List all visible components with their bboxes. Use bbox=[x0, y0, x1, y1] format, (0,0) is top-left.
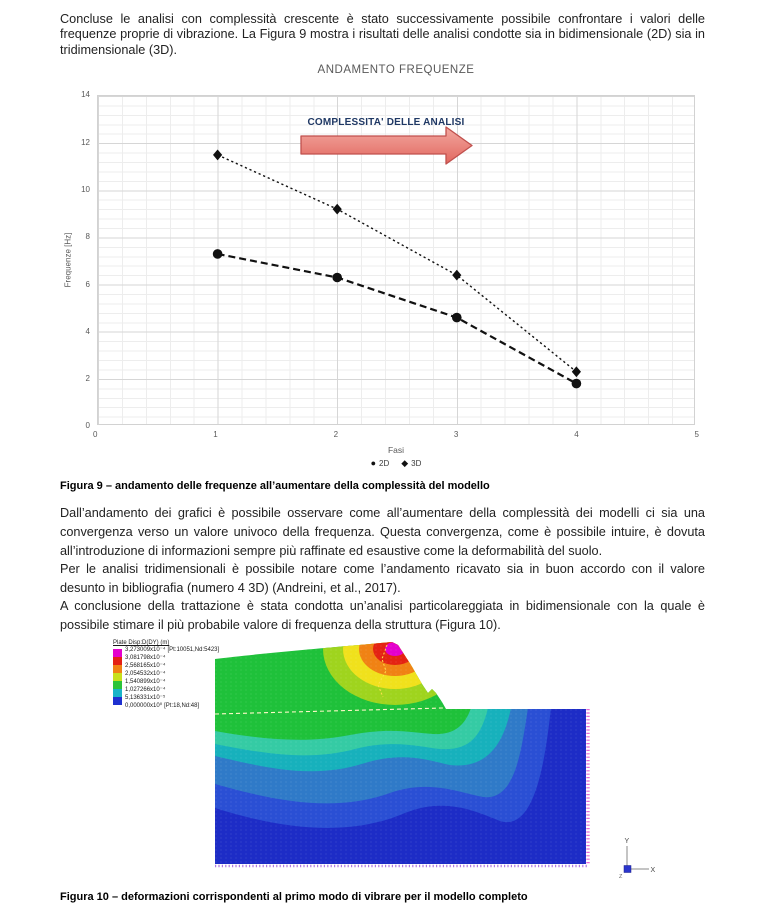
data-point-3D bbox=[452, 270, 461, 281]
chart-canvas bbox=[98, 96, 696, 426]
x-tick: 5 bbox=[694, 430, 699, 440]
fem-legend-note: [Pt:10051,Nd:5423] bbox=[167, 647, 220, 654]
y-tick: 14 bbox=[81, 90, 90, 100]
legend-label-3d: 3D bbox=[411, 459, 422, 469]
data-point-2D bbox=[213, 250, 223, 260]
fem-legend-value: 2,054532x10⁻⁴ bbox=[125, 671, 166, 678]
x-axis-label: Fasi bbox=[387, 445, 405, 456]
fem-legend-row bbox=[125, 679, 219, 687]
colorbar-segment bbox=[113, 665, 122, 673]
fem-legend-value: 2,568165x10⁻⁴ bbox=[125, 663, 166, 670]
series-line-2D bbox=[218, 254, 577, 384]
fem-legend-row bbox=[125, 695, 219, 703]
data-point-2D bbox=[332, 273, 342, 283]
triad-z-label: Z bbox=[619, 874, 623, 881]
figure9-chart bbox=[60, 62, 705, 470]
y-tick: 0 bbox=[85, 421, 90, 431]
data-point-2D bbox=[452, 313, 462, 323]
x-axis-ticks bbox=[93, 430, 699, 439]
figure9-caption: Figura 9 – andamento delle frequenze all’aumentare della complessità del modello bbox=[60, 480, 490, 493]
complexity-arrow bbox=[301, 127, 472, 164]
fem-legend-value: 1,027266x10⁻⁴ bbox=[125, 687, 166, 694]
circle-marker-icon: ● bbox=[370, 458, 377, 469]
body-paragraph-2: Per le analisi tridimensionali è possibile notare come l’andamento ricavato sia in buon accordo con il valore desunto in bibliografia (numero 4 3D) (Andreini, et al., 2017). bbox=[60, 562, 705, 595]
y-tick: 12 bbox=[81, 137, 90, 147]
colorbar-segment bbox=[113, 673, 122, 681]
fem-legend-row bbox=[125, 703, 219, 711]
y-axis-label: Frequenze [Hz] bbox=[63, 233, 73, 288]
fem-legend-row bbox=[125, 655, 219, 663]
fem-legend-value: 5,136331x10⁻⁵ bbox=[125, 695, 166, 702]
axis-triad bbox=[618, 834, 656, 880]
figure10-caption: Figura 10 – deformazioni corrispondenti al primo modo di vibrare per il modello completo bbox=[60, 891, 528, 904]
x-tick: 3 bbox=[453, 430, 459, 440]
legend-label-2d: 2D bbox=[379, 459, 390, 469]
triad-x-label: X bbox=[650, 867, 656, 875]
data-point-3D bbox=[333, 204, 342, 215]
colorbar-segment bbox=[113, 657, 122, 665]
arrow-annotation-label: COMPLESSITA' DELLE ANALISI bbox=[307, 117, 465, 129]
y-tick: 10 bbox=[81, 185, 90, 195]
fem-legend-value: 1,540899x10⁻⁴ bbox=[125, 679, 166, 686]
colorbar-segment bbox=[113, 697, 122, 705]
fem-legend-value: 3,081798x10⁻⁴ bbox=[125, 655, 166, 662]
legend-item-3d bbox=[401, 459, 421, 468]
colorbar-segment bbox=[113, 681, 122, 689]
data-point-3D bbox=[213, 150, 222, 161]
fem-legend-row bbox=[125, 687, 219, 695]
fem-colorbar bbox=[113, 649, 122, 711]
chart-legend bbox=[97, 459, 695, 468]
x-tick: 0 bbox=[93, 430, 98, 440]
fem-legend-header: Plate Disp:D(DY) (m) bbox=[113, 640, 170, 647]
data-point-3D bbox=[572, 367, 581, 378]
fem-legend-row bbox=[125, 671, 219, 679]
legend-item-2d bbox=[371, 459, 390, 468]
fem-legend-value: 3,273009x10⁻⁴ bbox=[125, 647, 166, 654]
fem-legend-row bbox=[125, 663, 219, 671]
y-tick: 6 bbox=[85, 279, 90, 289]
y-tick: 4 bbox=[85, 326, 90, 336]
fem-legend-value: 0,000000x10⁰ bbox=[125, 703, 163, 710]
plot-area bbox=[97, 95, 695, 425]
data-point-2D bbox=[572, 379, 582, 389]
fem-legend-row bbox=[125, 647, 219, 655]
diamond-marker-icon: ◆ bbox=[401, 458, 409, 469]
fem-soil-region bbox=[215, 708, 586, 864]
intro-paragraph: Concluse le analisi con complessità crescente è stato successivamente possibile confrontare i valori delle frequenze proprie di vibrazione. La Figura 9 mostra i risultati delle analisi condotte sia in bidimensionale (2D) sia in tridimensionale (3D). bbox=[60, 12, 705, 57]
chart-title: ANDAMENTO FREQUENZE bbox=[317, 64, 475, 77]
fem-contour-plot bbox=[215, 641, 591, 870]
colorbar-segment bbox=[113, 649, 122, 657]
fem-legend-rows bbox=[125, 647, 219, 711]
series-line-3D bbox=[218, 155, 577, 372]
figure10-fem bbox=[60, 638, 705, 884]
body-paragraph-3: A conclusione della trattazione è stata condotta un’analisi particolareggiata in bidimensionale con la quale è possibile stimare il più probabile valore di frequenza della struttura (Figura 10). bbox=[60, 599, 705, 632]
fem-structure-region bbox=[215, 641, 467, 711]
triad-y-label: Y bbox=[624, 838, 630, 846]
x-tick: 4 bbox=[574, 430, 579, 440]
colorbar-segment bbox=[113, 689, 122, 697]
x-tick: 2 bbox=[333, 430, 339, 440]
fem-legend-note: [Pt:18,Nd:48] bbox=[164, 703, 200, 710]
series-group bbox=[213, 150, 581, 389]
y-tick: 8 bbox=[85, 232, 90, 242]
body-paragraph-1: Dall’andamento dei grafici è possibile osservare come all’aumentare della complessità dei modelli ci sia una convergenza verso un valore univoco della frequenza. Questa convergenza, come è possibile intuire, è dovuta all’introduzione di informazioni sempre più raffinate ed esaustive come la deformabilità del suolo. bbox=[60, 506, 705, 558]
x-tick: 1 bbox=[213, 430, 218, 440]
y-tick: 2 bbox=[85, 374, 90, 384]
